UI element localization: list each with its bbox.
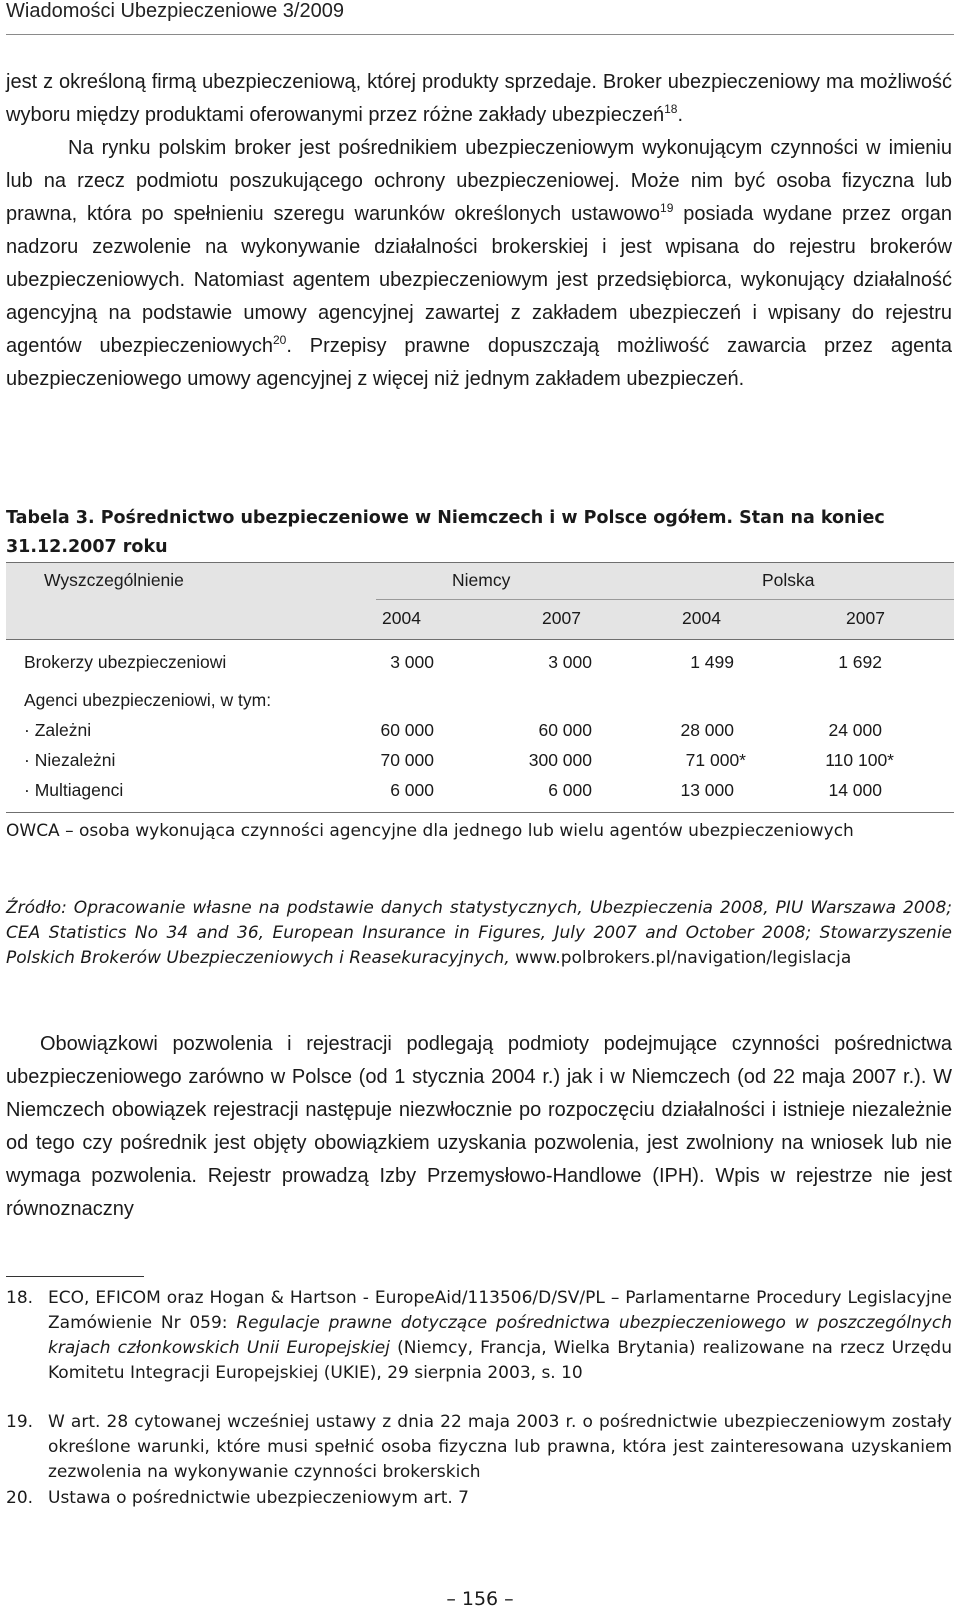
cell-value: 6 000: [390, 780, 434, 800]
group-header-niemcy: Niemcy: [452, 570, 511, 590]
group-header-polska: Polska: [762, 570, 815, 590]
year-header: 2007: [846, 608, 885, 628]
cell-value: 24 000: [828, 720, 882, 740]
footnote-ref-18[interactable]: 18: [664, 102, 678, 116]
paragraph-1: jest z określoną firmą ubezpieczeniową, której produkty sprzedaje. Broker ubezpieczeniowy ma możliwość wyboru między produktami oferowanymi przez różne zakłady ubezpieczeń$^{18}$.: [6, 71, 952, 126]
cell-value: 3 000: [390, 652, 434, 672]
table-bottom-rule: [6, 812, 954, 813]
running-header: [6, 0, 954, 35]
page-number: – 156 –: [446, 1588, 514, 1610]
footnote-number: 19.: [6, 1412, 34, 1432]
year-header: 2004: [382, 608, 421, 628]
source-link[interactable]: www.polbrokers.pl/navigation/legislacja: [515, 948, 852, 968]
paragraph-2: Na rynku polskim broker jest pośrednikiem ubezpieczeniowym wykonującym czynności w imieniu lub na rzecz podmiotu poszukującego ochrony ubezpieczeniowej. Może nim być osoba fizyczna lub prawna, która po spełnieniu szeregu warunków określonych ustawowo$^{19}$ posiada wydane przez organ nadzoru zezwolenie na wykonywanie działalności brokerskiej i jest wpisana do rejestru brokerów ubezpieczeniowych. Natomiast agentem ubezpieczeniowym jest przedsiębiorca, wykonujący działalność agencyjną na podstawie umowy agencyjnej zawartej z zakładem ubezpieczeń i wpisany do rejestru agentów ubezpieczeniowych$^{20}$. Przepisy prawne dopuszczają możliwość zawarcia przez agenta ubezpieczeniowego umowy agencyjnej z więcej niż jednym zakładem ubezpieczeń.: [6, 137, 953, 390]
cell-value: 28 000: [680, 720, 734, 740]
cell-value: 13 000: [680, 780, 734, 800]
source-label: Źródło:: [6, 898, 67, 918]
cell-value: 70 000: [380, 750, 434, 770]
table-source: [6, 896, 952, 971]
year-header: 2007: [542, 608, 581, 628]
row-label: · Niezależni: [24, 750, 116, 770]
cell-value: 60 000: [538, 720, 592, 740]
row-label: · Zależni: [24, 720, 92, 740]
journal-title: Wiadomości Ubezpieczeniowe 3/2009: [6, 0, 344, 22]
header-divider: [376, 599, 954, 600]
row-label: Agenci ubezpieczeniowi, w tym:: [24, 690, 272, 710]
col-header-label: Wyszczególnienie: [44, 570, 184, 590]
cell-value: 1 692: [838, 652, 882, 672]
footnote-19: 19. W art. 28 cytowanej wcześniej ustawy z dnia 22 maja 2003 r. o pośrednictwie ubezpieczeniowym zostały określone warunki, które musi spełnić osoba fizyczna lub prawna, która jest zainteresowana uzyskaniem zezwolenia na wykonywanie czynności brokerskich: [6, 1412, 952, 1482]
footnote-number: 18.: [6, 1288, 34, 1308]
cell-value: 14 000: [828, 780, 882, 800]
table-caption: Tabela 3. Pośrednictwo ubezpieczeniowe w Niemczech i w Polsce ogółem. Stan na koniec 31.12.2007 roku: [6, 508, 885, 557]
footnote-18: 18. ECO, EFICOM oraz Hogan & Hartson - EuropeAid/113506/D/SV/PL – Parlamentarne Procedury Legislacyjne Zamówienie Nr 059: Regulacje prawne dotyczące pośrednictwa ubezpieczeniowego w poszczególnych krajach członkowskich Unii Europejskiej (Niemcy, Francja, Wielka Brytania) realizowane na rzecz Urzędu Komitetu Integracji Europejskiej (UKIE), 29 sierpnia 2003, s. 10: [6, 1288, 952, 1383]
footnote-ref-20[interactable]: 20: [272, 333, 287, 347]
footnote-separator: [6, 1276, 144, 1277]
footnote-ref-19[interactable]: 19: [660, 201, 674, 215]
source-text: Opracowanie własne na podstawie danych statystycznych, Ubezpieczenia 2008, PIU Warszawa 2008; CEA Statistics No 34 and 36, European Insurance in Figures, July 2007 and October 2008; Stowarzyszenie Polskich Brokerów Ubezpieczeniowych i Reasekuracyjnych,: [6, 898, 952, 968]
year-header: 2004: [682, 608, 721, 628]
footnote-20: 20. Ustawa o pośrednictwie ubezpieczeniowym art. 7: [6, 1486, 952, 1511]
cell-value: 110 100*: [825, 750, 894, 770]
cell-value: 60 000: [380, 720, 434, 740]
cell-value: 71 000*: [685, 750, 746, 770]
row-label: Brokerzy ubezpieczeniowi: [24, 652, 227, 672]
cell-value: 1 499: [690, 652, 734, 672]
body-text-top: [6, 66, 952, 396]
cell-value: 6 000: [548, 780, 592, 800]
cell-value: 300 000: [528, 750, 592, 770]
table-note: OWCA – osoba wykonująca czynności agencyjne dla jednego lub wielu agentów ubezpieczeniowych: [6, 821, 854, 841]
footnote-number: 20.: [6, 1488, 34, 1508]
body-text-bottom: [6, 1028, 952, 1226]
cell-value: 3 000: [548, 652, 592, 672]
paragraph-3: Obowiązkowi pozwolenia i rejestracji podlegają podmioty podejmujące czynności pośrednictwa ubezpieczeniowego zarówno w Polsce (od 1 stycznia 2004 r.) jak i w Niemczech (od 22 maja 2007 r.). W Niemczech obowiązek rejestracji następuje niezwłocznie po rozpoczęciu działalności i istnieje niezależnie od tego czy pośrednik jest objęty obowiązkiem uzyskania pozwolenia, jest zwolniony na wniosek lub nie wymaga pozwolenia. Rejestr prowadzą Izby Przemysłowo-Handlowe (IPH). Wpis w rejestrze nie jest równoznaczny: [6, 1033, 952, 1220]
row-label: · Multiagenci: [24, 780, 124, 800]
